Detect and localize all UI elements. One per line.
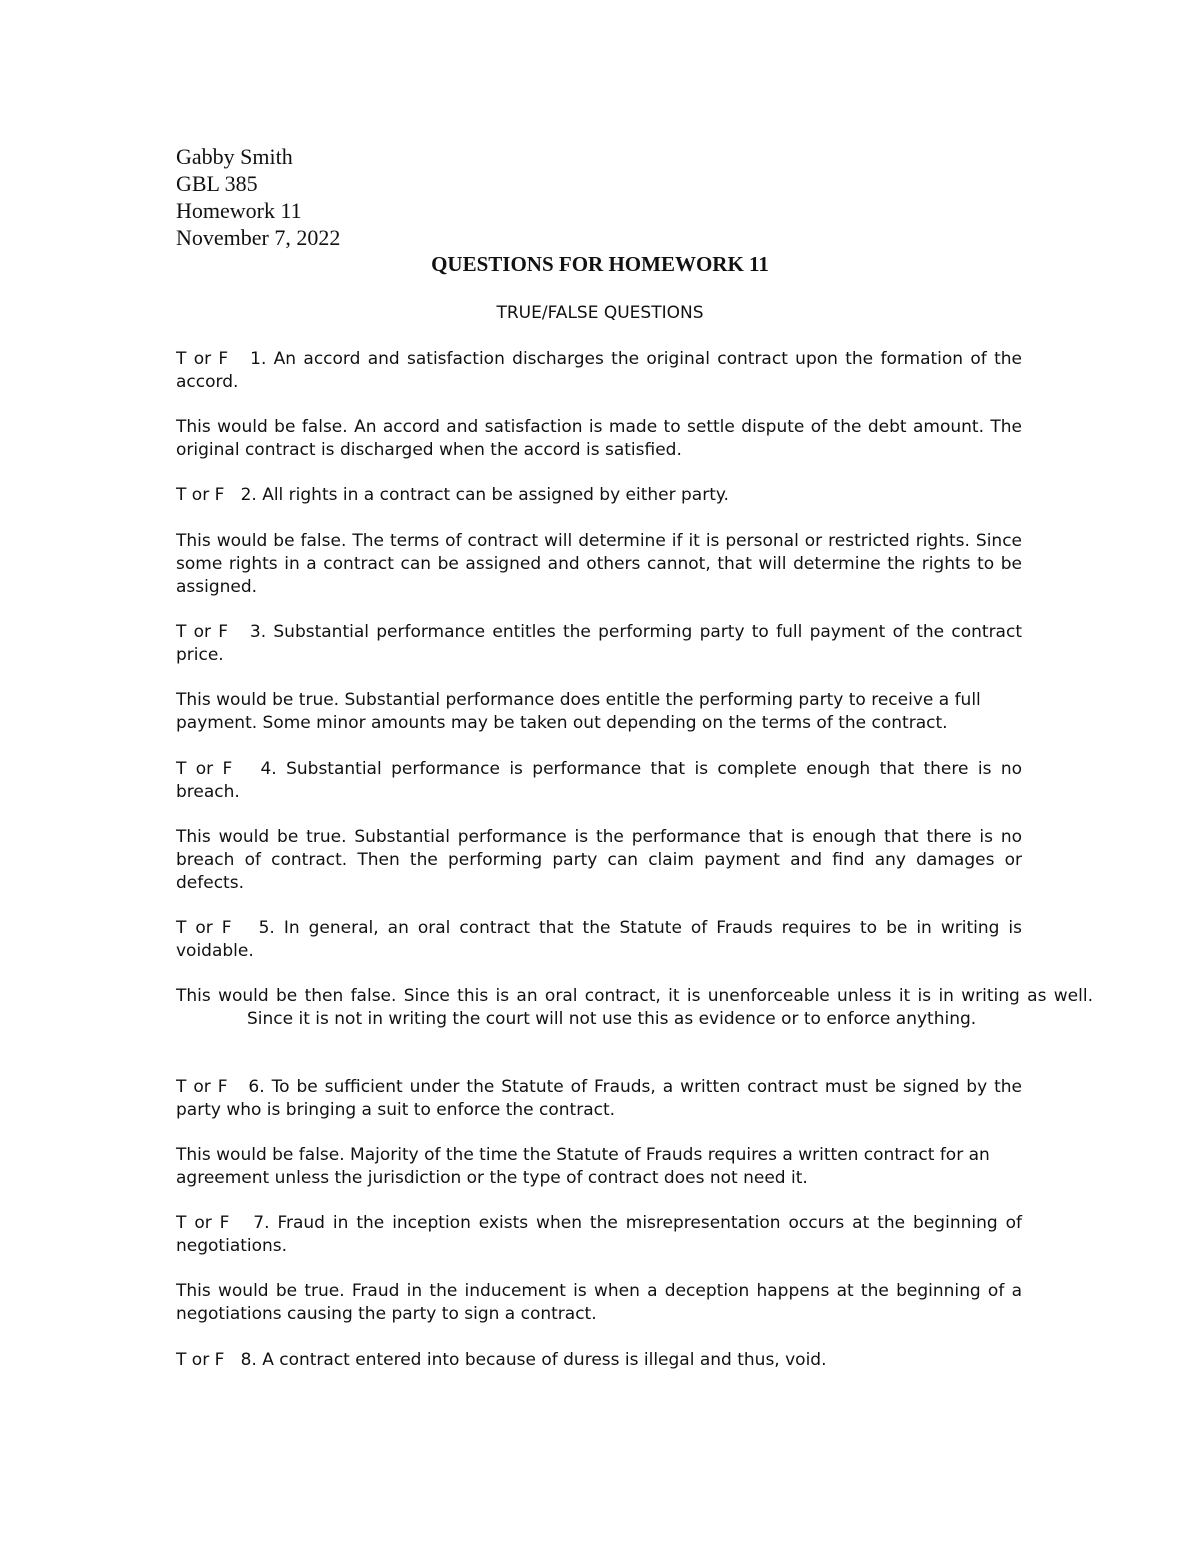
answer-7: This would be true. Fraud in the inducement is when a deception happens at the beginning of a negotiations causing the party to sign a contract.: [176, 1281, 1022, 1324]
assignment-name: Homework 11: [176, 198, 302, 223]
answer-5: This would be then false. Since this is an oral contract, it is unenforceable unless it is in writing as well. Since it is not in writing the court will not use this as evidence or to enforce anything.: [176, 986, 1093, 1029]
true-false-label: T or F: [176, 485, 241, 505]
document-header: [176, 143, 340, 251]
question-7: [176, 1212, 1022, 1258]
true-false-label: T or F: [176, 1213, 254, 1233]
question-text: 2. All rights in a contract can be assigned by either party.: [240, 485, 729, 505]
question-8: [176, 1349, 1022, 1372]
question-5: [176, 917, 1022, 963]
answer-3: This would be true. Substantial performance does entitle the performing party to receive a full payment. Some minor amounts may be taken out depending on the terms of the contract.: [176, 690, 981, 733]
question-6: [176, 1076, 1022, 1122]
question-1: [176, 348, 1022, 394]
question-text: 6. To be sufficient under the Statute of Frauds, a written contract must be signed by the party who is bringing a suit to enforce the contract.: [176, 1077, 1022, 1120]
question-text: 5. In general, an oral contract that the Statute of Frauds requires to be in writing is voidable.: [176, 918, 1022, 961]
true-false-label: T or F: [176, 349, 251, 369]
true-false-label: T or F: [176, 1350, 241, 1370]
question-3: [176, 621, 1022, 667]
answer-6: This would be false. Majority of the time the Statute of Frauds requires a written contract for an agreement unless the jurisdiction or the type of contract does not need it.: [176, 1145, 990, 1188]
true-false-label: T or F: [176, 1077, 249, 1097]
document-title: QUESTIONS FOR HOMEWORK 11: [431, 252, 769, 276]
question-text: 8. A contract entered into because of duress is illegal and thus, void.: [240, 1350, 827, 1370]
course-code: GBL 385: [176, 171, 258, 196]
question-text: 4. Substantial performance is performance that is complete enough that there is no breach.: [176, 759, 1022, 802]
question-text: 7. Fraud in the inception exists when the misrepresentation occurs at the beginning of negotiations.: [176, 1213, 1022, 1256]
true-false-label: T or F: [176, 622, 250, 642]
student-name: Gabby Smith: [176, 144, 293, 169]
question-2: [176, 484, 1022, 507]
answer-2: This would be false. The terms of contract will determine if it is personal or restricted rights. Since some rights in a contract can be assigned and others cannot, that will determine the rights to be assigned.: [176, 531, 1022, 597]
true-false-label: T or F: [176, 759, 261, 779]
question-text: 1. An accord and satisfaction discharges the original contract upon the formation of the accord.: [176, 349, 1022, 392]
document-date: November 7, 2022: [176, 225, 341, 250]
answer-1: This would be false. An accord and satisfaction is made to settle dispute of the debt amount. The original contract is discharged when the accord is satisfied.: [176, 417, 1022, 460]
section-heading: TRUE/FALSE QUESTIONS: [496, 303, 704, 323]
true-false-label: T or F: [176, 918, 259, 938]
question-text: 3. Substantial performance entitles the performing party to full payment of the contract price.: [176, 622, 1022, 665]
answer-4: This would be true. Substantial performance is the performance that is enough that there is no breach of contract. Then the performing party can claim payment and find any damages or defects.: [176, 827, 1022, 893]
question-4: [176, 758, 1022, 804]
